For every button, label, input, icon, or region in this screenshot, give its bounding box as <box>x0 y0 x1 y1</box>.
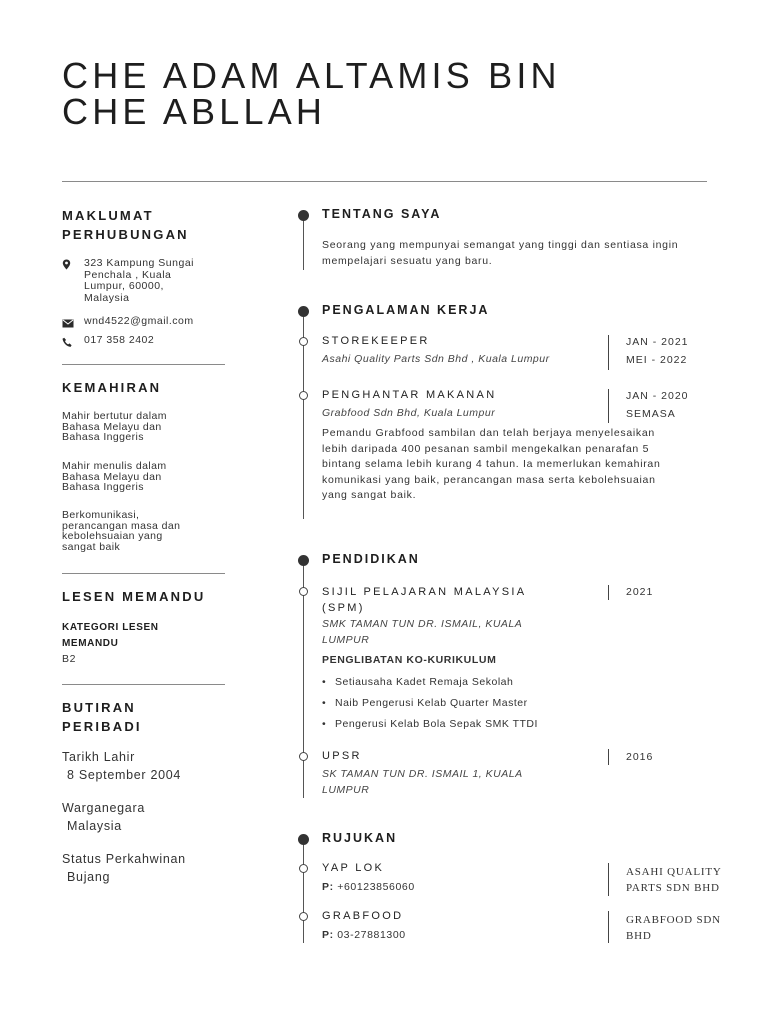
date-separator <box>608 749 609 765</box>
skills-heading: KEMAHIRAN <box>62 380 162 395</box>
skill-item: Berkomunikasi, perancangan masa dan kebolehsuaian yang sangat baik <box>62 509 181 553</box>
marital-value: Bujang <box>67 870 111 884</box>
school-name: SK TAMAN TUN DR. ISMAIL 1, KUALA LUMPUR <box>322 768 523 796</box>
phone-icon <box>62 335 84 348</box>
entry-marker <box>299 391 308 400</box>
reference-company: GRABFOOD SDN BHD <box>626 914 721 942</box>
nationality-label: Warganegara <box>62 801 145 815</box>
section-dot <box>298 834 309 845</box>
date-separator <box>608 335 609 370</box>
date-separator <box>608 863 609 896</box>
location-icon <box>62 258 84 304</box>
left-divider <box>62 684 225 685</box>
date-separator <box>608 585 609 600</box>
education-title: UPSR <box>322 750 362 762</box>
contact-phone <box>62 335 227 348</box>
entry-marker <box>299 912 308 921</box>
cocurricular-heading: PENGLIBATAN KO-KURIKULUM <box>322 654 497 666</box>
entry-marker <box>299 752 308 761</box>
reference-name: YAP LOK <box>322 862 385 874</box>
job-company: Grabfood Sdn Bhd, Kuala Lumpur <box>322 407 496 419</box>
contact-heading: MAKLUMAT PERHUBUNGAN <box>62 208 189 242</box>
license-category-value: B2 <box>62 653 77 665</box>
school-name: SMK TAMAN TUN DR. ISMAIL, KUALA LUMPUR <box>322 618 523 646</box>
marital-label: Status Perkahwinan <box>62 852 186 866</box>
skill-item: Mahir bertutur dalam Bahasa Melayu dan Bahasa Inggeris <box>62 410 167 443</box>
entry-marker <box>299 864 308 873</box>
references-heading: RUJUKAN <box>322 831 398 845</box>
reference-phone: P: 03-27881300 <box>322 929 406 941</box>
cocurricular-item: • Pengerusi Kelab Bola Sepak SMK TTDI <box>322 718 538 730</box>
cocurricular-item: • Setiausaha Kadet Remaja Sekolah <box>322 676 514 688</box>
name-line-2: CHE ABLLAH <box>62 91 327 132</box>
education-heading: PENDIDIKAN <box>322 552 420 566</box>
address-line: Malaysia <box>84 291 130 304</box>
left-divider <box>62 573 225 574</box>
timeline-line <box>303 215 304 270</box>
address-line: Lumpur, 60000, <box>84 280 164 292</box>
education-title: SIJIL PELAJARAN MALAYSIA (SPM) <box>322 586 527 614</box>
about-heading: TENTANG SAYA <box>322 207 442 221</box>
about-text: Seorang yang mempunyai semangat yang tinggi dan sentiasa ingin mempelajari sesuatu yang baru. <box>322 239 679 267</box>
nationality-value: Malaysia <box>67 819 122 833</box>
job-description: Pemandu Grabfood sambilan dan telah berjaya menyelesaikan lebih daripada 400 pesanan sambil mengekalkan penarafan 5 bintang selama lebih kurang 4 tahun. Ia memerlukan kemahiran komunikasi yang baik, perancangan masa serta kebolehsuaian yang sangat baik. <box>322 427 661 501</box>
education-year: 2021 <box>626 586 654 598</box>
date-separator <box>608 389 609 423</box>
reference-name: GRABFOOD <box>322 910 404 922</box>
address-line: Penchala , Kuala <box>84 268 172 281</box>
experience-heading: PENGALAMAN KERJA <box>322 303 490 317</box>
entry-marker <box>299 587 308 596</box>
email-text[interactable]: wnd4522@gmail.com <box>84 315 194 327</box>
license-category-label: KATEGORI LESEN MEMANDU <box>62 622 159 649</box>
contact-address <box>62 258 227 304</box>
date-separator <box>608 911 609 943</box>
license-heading: LESEN MEMANDU <box>62 589 206 604</box>
contact-email <box>62 316 227 328</box>
resume-name <box>62 55 712 132</box>
name-line-1: CHE ADAM ALTAMIS BIN <box>62 55 561 96</box>
personal-heading: BUTIRAN PERIBADI <box>62 700 142 734</box>
job-title: PENGHANTAR MAKANAN <box>322 389 497 401</box>
cocurricular-item: • Naib Pengerusi Kelab Quarter Master <box>322 697 528 709</box>
job-title: STOREKEEPER <box>322 335 430 347</box>
reference-phone: P: +60123856060 <box>322 881 415 893</box>
phone-text: 017 358 2402 <box>84 334 155 346</box>
job-dates: JAN - 2020 SEMASA <box>626 390 689 420</box>
job-company: Asahi Quality Parts Sdn Bhd , Kuala Lumpur <box>322 353 550 365</box>
entry-marker <box>299 337 308 346</box>
education-year: 2016 <box>626 751 654 763</box>
section-dot <box>298 210 309 221</box>
mail-icon <box>62 316 84 328</box>
dob-value: 8 September 2004 <box>67 768 182 782</box>
skill-item: Mahir menulis dalam Bahasa Melayu dan Bahasa Inggeris <box>62 460 167 493</box>
left-divider <box>62 364 225 365</box>
address-line: 323 Kampung Sungai <box>84 257 194 269</box>
section-dot <box>298 555 309 566</box>
header-divider <box>62 181 707 182</box>
dob-label: Tarikh Lahir <box>62 750 136 764</box>
reference-company: ASAHI QUALITY PARTS SDN BHD <box>626 866 722 894</box>
job-dates: JAN - 2021 MEI - 2022 <box>626 336 689 366</box>
section-dot <box>298 306 309 317</box>
timeline-line <box>303 839 304 943</box>
